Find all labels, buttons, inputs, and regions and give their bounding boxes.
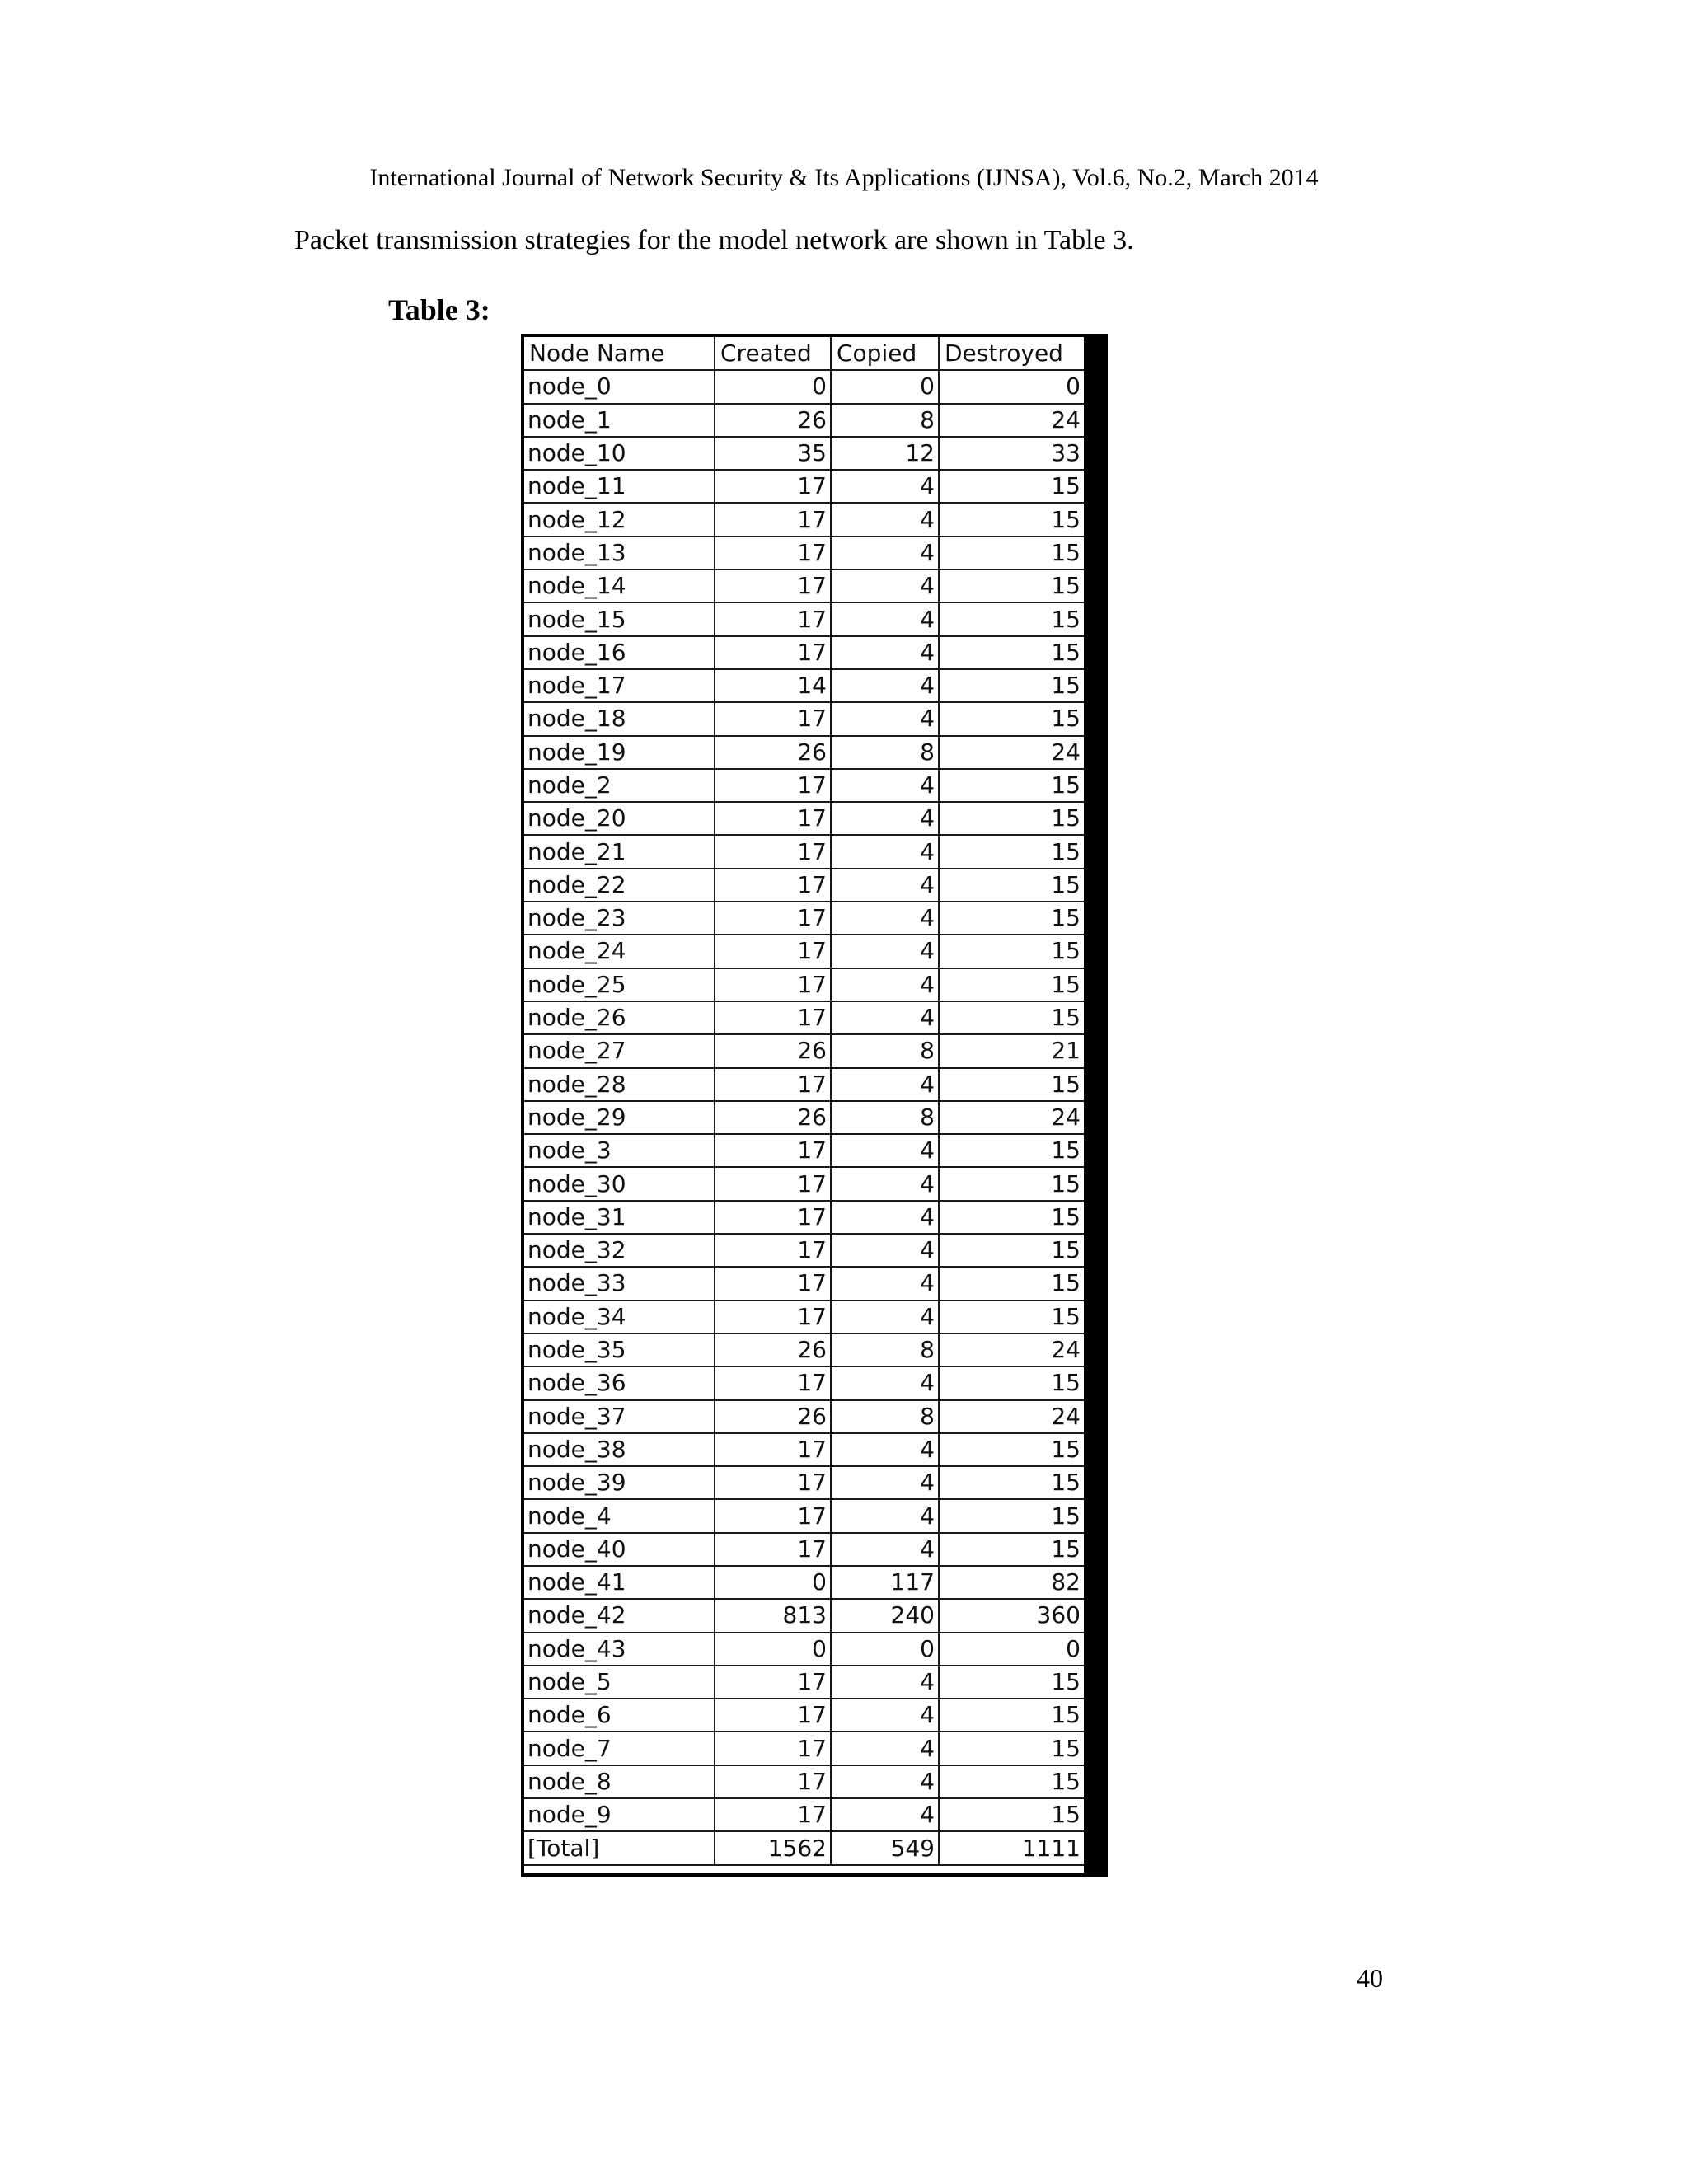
table-row bbox=[524, 1134, 1084, 1167]
cell-node-name: node_23 bbox=[524, 902, 715, 935]
cell-copied: 4 bbox=[831, 1267, 939, 1300]
cell-copied: 0 bbox=[831, 1633, 939, 1666]
table-row bbox=[524, 1732, 1084, 1765]
table-row bbox=[524, 702, 1084, 735]
table-row bbox=[524, 1101, 1084, 1134]
cell-destroyed: 21 bbox=[939, 1034, 1084, 1067]
cell-created: 17 bbox=[715, 569, 831, 602]
cell-created: 26 bbox=[715, 1101, 831, 1134]
cell-node-name: node_4 bbox=[524, 1499, 715, 1532]
table-row bbox=[524, 1167, 1084, 1200]
cell-destroyed: 15 bbox=[939, 702, 1084, 735]
cell-destroyed: 15 bbox=[939, 1234, 1084, 1267]
data-table bbox=[524, 337, 1084, 1866]
cell-node-name: node_7 bbox=[524, 1732, 715, 1765]
cell-created: 26 bbox=[715, 1034, 831, 1067]
cell-created: 17 bbox=[715, 602, 831, 635]
cell-copied: 4 bbox=[831, 968, 939, 1001]
cell-node-name: node_42 bbox=[524, 1599, 715, 1632]
cell-created: 17 bbox=[715, 1765, 831, 1798]
cell-copied: 4 bbox=[831, 1765, 939, 1798]
cell-node-name: node_21 bbox=[524, 835, 715, 868]
cell-created: 1562 bbox=[715, 1831, 831, 1864]
cell-node-name: node_13 bbox=[524, 537, 715, 569]
cell-node-name: node_9 bbox=[524, 1798, 715, 1831]
cell-created: 17 bbox=[715, 902, 831, 935]
cell-copied: 4 bbox=[831, 1134, 939, 1167]
table-row bbox=[524, 1466, 1084, 1499]
table-row bbox=[524, 470, 1084, 503]
cell-created: 17 bbox=[715, 702, 831, 735]
table-row bbox=[524, 802, 1084, 835]
page-number: 40 bbox=[1357, 1963, 1383, 1993]
cell-node-name: node_31 bbox=[524, 1201, 715, 1234]
cell-destroyed: 15 bbox=[939, 1201, 1084, 1234]
cell-copied: 4 bbox=[831, 569, 939, 602]
cell-node-name: node_29 bbox=[524, 1101, 715, 1134]
cell-copied: 4 bbox=[831, 1167, 939, 1200]
cell-created: 26 bbox=[715, 736, 831, 769]
cell-destroyed: 15 bbox=[939, 1699, 1084, 1732]
cell-copied: 4 bbox=[831, 1732, 939, 1765]
table-row bbox=[524, 1366, 1084, 1399]
cell-created: 17 bbox=[715, 769, 831, 802]
cell-created: 17 bbox=[715, 1466, 831, 1499]
cell-destroyed: 15 bbox=[939, 669, 1084, 702]
cell-copied: 4 bbox=[831, 835, 939, 868]
cell-destroyed: 33 bbox=[939, 437, 1084, 470]
table-row bbox=[524, 869, 1084, 902]
cell-created: 26 bbox=[715, 1400, 831, 1433]
table-row bbox=[524, 1666, 1084, 1699]
cell-destroyed: 15 bbox=[939, 636, 1084, 669]
table-row bbox=[524, 1765, 1084, 1798]
table-row bbox=[524, 1301, 1084, 1333]
cell-node-name: node_6 bbox=[524, 1699, 715, 1732]
cell-destroyed: 15 bbox=[939, 1533, 1084, 1566]
cell-node-name: node_8 bbox=[524, 1765, 715, 1798]
cell-destroyed: 15 bbox=[939, 869, 1084, 902]
cell-node-name: node_14 bbox=[524, 569, 715, 602]
table-row bbox=[524, 736, 1084, 769]
cell-node-name: node_32 bbox=[524, 1234, 715, 1267]
cell-node-name: node_17 bbox=[524, 669, 715, 702]
cell-destroyed: 15 bbox=[939, 1666, 1084, 1699]
cell-copied: 12 bbox=[831, 437, 939, 470]
cell-copied: 4 bbox=[831, 1201, 939, 1234]
cell-created: 17 bbox=[715, 1001, 831, 1034]
cell-node-name: [Total] bbox=[524, 1831, 715, 1864]
cell-destroyed: 0 bbox=[939, 1633, 1084, 1666]
cell-node-name: node_10 bbox=[524, 437, 715, 470]
cell-node-name: node_3 bbox=[524, 1134, 715, 1167]
cell-copied: 4 bbox=[831, 1499, 939, 1532]
table-row bbox=[524, 1699, 1084, 1732]
cell-copied: 8 bbox=[831, 1101, 939, 1134]
column-header-destroyed: Destroyed bbox=[939, 337, 1084, 370]
cell-created: 17 bbox=[715, 1699, 831, 1732]
cell-copied: 4 bbox=[831, 1068, 939, 1101]
cell-node-name: node_39 bbox=[524, 1466, 715, 1499]
cell-destroyed: 15 bbox=[939, 1466, 1084, 1499]
cell-destroyed: 15 bbox=[939, 1001, 1084, 1034]
cell-destroyed: 15 bbox=[939, 902, 1084, 935]
table-row bbox=[524, 935, 1084, 968]
cell-destroyed: 82 bbox=[939, 1566, 1084, 1599]
table-row bbox=[524, 1433, 1084, 1466]
table-row bbox=[524, 835, 1084, 868]
table-row bbox=[524, 1234, 1084, 1267]
cell-created: 17 bbox=[715, 1201, 831, 1234]
cell-created: 17 bbox=[715, 1533, 831, 1566]
cell-destroyed: 15 bbox=[939, 1732, 1084, 1765]
cell-created: 17 bbox=[715, 470, 831, 503]
table-row bbox=[524, 437, 1084, 470]
cell-copied: 8 bbox=[831, 1034, 939, 1067]
cell-copied: 4 bbox=[831, 869, 939, 902]
column-header-node-name: Node Name bbox=[524, 337, 715, 370]
cell-copied: 4 bbox=[831, 902, 939, 935]
cell-destroyed: 15 bbox=[939, 1798, 1084, 1831]
cell-node-name: node_36 bbox=[524, 1366, 715, 1399]
cell-created: 17 bbox=[715, 935, 831, 968]
cell-destroyed: 15 bbox=[939, 503, 1084, 536]
table-row bbox=[524, 1599, 1084, 1632]
cell-node-name: node_0 bbox=[524, 370, 715, 403]
cell-node-name: node_1 bbox=[524, 404, 715, 437]
cell-copied: 4 bbox=[831, 1699, 939, 1732]
table-row bbox=[524, 503, 1084, 536]
cell-node-name: node_34 bbox=[524, 1301, 715, 1333]
cell-node-name: node_16 bbox=[524, 636, 715, 669]
cell-destroyed: 15 bbox=[939, 769, 1084, 802]
cell-created: 17 bbox=[715, 636, 831, 669]
cell-node-name: node_30 bbox=[524, 1167, 715, 1200]
cell-destroyed: 24 bbox=[939, 736, 1084, 769]
cell-destroyed: 360 bbox=[939, 1599, 1084, 1632]
cell-node-name: node_37 bbox=[524, 1400, 715, 1433]
cell-copied: 4 bbox=[831, 1798, 939, 1831]
cell-copied: 4 bbox=[831, 1001, 939, 1034]
cell-node-name: node_18 bbox=[524, 702, 715, 735]
table-header-row bbox=[524, 337, 1084, 370]
cell-destroyed: 15 bbox=[939, 1167, 1084, 1200]
cell-created: 17 bbox=[715, 968, 831, 1001]
cell-copied: 8 bbox=[831, 736, 939, 769]
table-row bbox=[524, 1499, 1084, 1532]
cell-created: 17 bbox=[715, 1732, 831, 1765]
table-row bbox=[524, 1201, 1084, 1234]
cell-created: 17 bbox=[715, 1167, 831, 1200]
table-body bbox=[524, 370, 1084, 1864]
cell-copied: 4 bbox=[831, 1466, 939, 1499]
table-row bbox=[524, 968, 1084, 1001]
cell-copied: 4 bbox=[831, 769, 939, 802]
table-caption: Table 3: bbox=[388, 293, 490, 326]
table-row bbox=[524, 1533, 1084, 1566]
cell-created: 17 bbox=[715, 503, 831, 536]
cell-node-name: node_22 bbox=[524, 869, 715, 902]
table-row bbox=[524, 1566, 1084, 1599]
cell-destroyed: 15 bbox=[939, 1267, 1084, 1300]
table-row bbox=[524, 1633, 1084, 1666]
cell-copied: 4 bbox=[831, 1533, 939, 1566]
table-row bbox=[524, 1068, 1084, 1101]
cell-destroyed: 15 bbox=[939, 470, 1084, 503]
cell-copied: 549 bbox=[831, 1831, 939, 1864]
cell-node-name: node_20 bbox=[524, 802, 715, 835]
cell-node-name: node_27 bbox=[524, 1034, 715, 1067]
cell-copied: 4 bbox=[831, 470, 939, 503]
table-total-row bbox=[524, 1831, 1084, 1864]
cell-copied: 4 bbox=[831, 537, 939, 569]
cell-created: 17 bbox=[715, 537, 831, 569]
cell-created: 17 bbox=[715, 1234, 831, 1267]
cell-created: 35 bbox=[715, 437, 831, 470]
cell-destroyed: 15 bbox=[939, 569, 1084, 602]
cell-node-name: node_41 bbox=[524, 1566, 715, 1599]
table-row bbox=[524, 669, 1084, 702]
table-row bbox=[524, 602, 1084, 635]
cell-copied: 4 bbox=[831, 802, 939, 835]
cell-created: 0 bbox=[715, 1633, 831, 1666]
cell-created: 14 bbox=[715, 669, 831, 702]
cell-copied: 4 bbox=[831, 1234, 939, 1267]
table-row bbox=[524, 1333, 1084, 1366]
cell-destroyed: 15 bbox=[939, 802, 1084, 835]
cell-node-name: node_11 bbox=[524, 470, 715, 503]
cell-destroyed: 15 bbox=[939, 537, 1084, 569]
cell-node-name: node_19 bbox=[524, 736, 715, 769]
cell-node-name: node_2 bbox=[524, 769, 715, 802]
cell-copied: 4 bbox=[831, 1301, 939, 1333]
cell-destroyed: 15 bbox=[939, 1433, 1084, 1466]
cell-node-name: node_5 bbox=[524, 1666, 715, 1699]
cell-created: 17 bbox=[715, 1666, 831, 1699]
running-header: International Journal of Network Security & Its Applications (IJNSA), Vol.6, No.2, March 2014 bbox=[369, 164, 1319, 191]
cell-copied: 4 bbox=[831, 1666, 939, 1699]
cell-node-name: node_33 bbox=[524, 1267, 715, 1300]
cell-copied: 4 bbox=[831, 503, 939, 536]
table-row bbox=[524, 1034, 1084, 1067]
cell-copied: 4 bbox=[831, 702, 939, 735]
cell-destroyed: 1111 bbox=[939, 1831, 1084, 1864]
table-row bbox=[524, 769, 1084, 802]
cell-created: 813 bbox=[715, 1599, 831, 1632]
table-row bbox=[524, 569, 1084, 602]
cell-node-name: node_26 bbox=[524, 1001, 715, 1034]
cell-destroyed: 0 bbox=[939, 370, 1084, 403]
cell-node-name: node_38 bbox=[524, 1433, 715, 1466]
cell-destroyed: 24 bbox=[939, 1101, 1084, 1134]
cell-copied: 4 bbox=[831, 1366, 939, 1399]
cell-node-name: node_24 bbox=[524, 935, 715, 968]
cell-created: 0 bbox=[715, 1566, 831, 1599]
table-row bbox=[524, 370, 1084, 403]
cell-node-name: node_25 bbox=[524, 968, 715, 1001]
cell-node-name: node_28 bbox=[524, 1068, 715, 1101]
table-row bbox=[524, 404, 1084, 437]
table-row bbox=[524, 1798, 1084, 1831]
cell-destroyed: 15 bbox=[939, 1366, 1084, 1399]
cell-destroyed: 24 bbox=[939, 1333, 1084, 1366]
table-row bbox=[524, 537, 1084, 569]
cell-destroyed: 15 bbox=[939, 1134, 1084, 1167]
cell-created: 17 bbox=[715, 1433, 831, 1466]
cell-created: 17 bbox=[715, 835, 831, 868]
cell-copied: 0 bbox=[831, 370, 939, 403]
cell-destroyed: 15 bbox=[939, 935, 1084, 968]
cell-created: 17 bbox=[715, 1134, 831, 1167]
cell-copied: 8 bbox=[831, 1333, 939, 1366]
cell-node-name: node_40 bbox=[524, 1533, 715, 1566]
cell-node-name: node_12 bbox=[524, 503, 715, 536]
cell-destroyed: 24 bbox=[939, 1400, 1084, 1433]
cell-destroyed: 15 bbox=[939, 835, 1084, 868]
cell-created: 17 bbox=[715, 1798, 831, 1831]
cell-created: 17 bbox=[715, 1301, 831, 1333]
cell-created: 17 bbox=[715, 869, 831, 902]
table-frame bbox=[521, 334, 1108, 1877]
cell-copied: 8 bbox=[831, 404, 939, 437]
cell-node-name: node_43 bbox=[524, 1633, 715, 1666]
cell-copied: 117 bbox=[831, 1566, 939, 1599]
cell-destroyed: 15 bbox=[939, 1765, 1084, 1798]
cell-created: 17 bbox=[715, 802, 831, 835]
cell-destroyed: 15 bbox=[939, 968, 1084, 1001]
cell-created: 26 bbox=[715, 404, 831, 437]
cell-copied: 8 bbox=[831, 1400, 939, 1433]
table-row bbox=[524, 636, 1084, 669]
cell-node-name: node_35 bbox=[524, 1333, 715, 1366]
cell-copied: 4 bbox=[831, 636, 939, 669]
table-row bbox=[524, 1400, 1084, 1433]
cell-created: 17 bbox=[715, 1366, 831, 1399]
cell-destroyed: 15 bbox=[939, 1068, 1084, 1101]
intro-paragraph: Packet transmission strategies for the model network are shown in Table 3. bbox=[294, 225, 1134, 255]
cell-copied: 240 bbox=[831, 1599, 939, 1632]
cell-destroyed: 15 bbox=[939, 1499, 1084, 1532]
cell-destroyed: 15 bbox=[939, 602, 1084, 635]
cell-created: 17 bbox=[715, 1267, 831, 1300]
cell-copied: 4 bbox=[831, 669, 939, 702]
cell-copied: 4 bbox=[831, 602, 939, 635]
table-row bbox=[524, 902, 1084, 935]
table-row bbox=[524, 1001, 1084, 1034]
cell-copied: 4 bbox=[831, 935, 939, 968]
cell-node-name: node_15 bbox=[524, 602, 715, 635]
cell-copied: 4 bbox=[831, 1433, 939, 1466]
column-header-copied: Copied bbox=[831, 337, 939, 370]
cell-created: 17 bbox=[715, 1499, 831, 1532]
cell-destroyed: 15 bbox=[939, 1301, 1084, 1333]
cell-created: 0 bbox=[715, 370, 831, 403]
column-header-created: Created bbox=[715, 337, 831, 370]
cell-created: 17 bbox=[715, 1068, 831, 1101]
table-row bbox=[524, 1267, 1084, 1300]
cell-created: 26 bbox=[715, 1333, 831, 1366]
cell-destroyed: 24 bbox=[939, 404, 1084, 437]
